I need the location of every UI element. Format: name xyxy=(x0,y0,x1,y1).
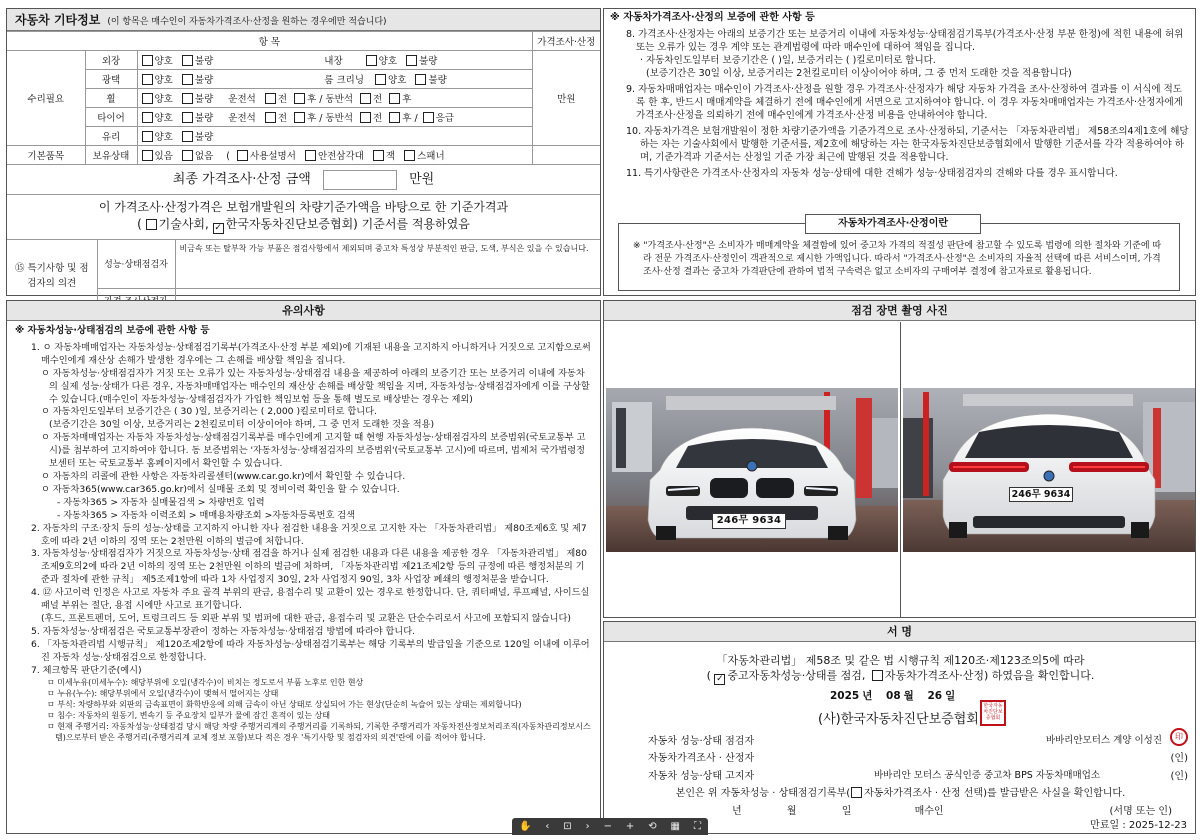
price-warranty-title: ※ 자동차가격조사·산정의 보증에 관한 사항 등 xyxy=(610,12,815,23)
note-1c2: (보증기간은 30일 이상, 보증거리는 2천킬로미터 이상이어야 하며, 그 중 먼저 도래한 것을 적용) xyxy=(49,419,435,431)
wheel-label: 휠 xyxy=(85,89,137,108)
rotate-icon[interactable]: ⟲ xyxy=(648,821,657,832)
final-price-row: 최종 가격조사·산정 금액 만원 xyxy=(7,165,600,195)
row2-value: (인) xyxy=(1170,753,1188,764)
row1-label: 자동차 성능·상태 점검자 xyxy=(648,736,755,747)
rear-license-plate: 246무 9634 xyxy=(1009,487,1073,502)
gloss-bad-checkbox[interactable] xyxy=(182,74,193,85)
notifier-row xyxy=(648,767,1188,781)
possession-label: 보유상태 xyxy=(85,146,137,165)
photos-panel xyxy=(603,300,1196,618)
wheel-pass-front-checkbox[interactable] xyxy=(360,93,371,104)
row3-value: 바바리안 모터스 공식인증 중고차 BPS 자동차매매업소 xyxy=(874,770,1101,781)
perf-inspector-opinion: 비금속 또는 탈부착 가능 부품은 점검사항에서 제외되며 중고차 특성상 부분적인 판금, 도색, 부식은 있을 수 있습니다. xyxy=(175,240,600,288)
note-4b: (후드, 프론트펜더, 도어, 트렁크리드 등 외판 부위 및 범퍼에 대한 판금, 용접수리 및 교환은 단순수리로서 사고에 포함되지 않습니다) xyxy=(41,612,572,624)
wheel-bad-checkbox[interactable] xyxy=(182,93,193,104)
confirm-line: ( ✓ 중고자동차성능·상태를 점검, 자동차가격조사·산정) 하였음을 확인합니다. xyxy=(706,669,1095,684)
triangle-checkbox[interactable] xyxy=(305,150,316,161)
exterior-bad-checkbox[interactable] xyxy=(182,55,193,66)
zoom-out-icon[interactable]: − xyxy=(603,821,612,832)
zoom-in-icon[interactable]: + xyxy=(625,821,635,832)
assoc-seal-icon: 한국자동차진단보증협회 xyxy=(980,700,1006,726)
gloss-good-checkbox[interactable] xyxy=(142,74,153,85)
note-2: 2. 자동차의 구조·장치 등의 성능·상태를 고지하지 아니한 자나 점검한 내용을 거짓으로 고지한 자는 「자동차관리법」 제80조제6호 및 제7호에 따라 2년 이하의 징역 또는 2천만원 이하의 벌금에 처합니다. xyxy=(31,522,587,547)
note-7d: ㅁ 침수: 자동차의 원동기, 변속기 등 주요장치 일부가 물에 잠긴 흔적이 있는 상태 xyxy=(47,711,331,721)
item-9: 9. 자동차매매업자는 매수인이 가격조사·산정을 원할 경우 가격조사·산정자가 해당 자동차 가격을 조사·산정하여 결과를 이 서식에 적도록 한 후, 반드시 매매계약을 체결하기 전에 매수인에게 서면으로 고지하여야 합니다. 이 경우 자동차매매업자는 가격조사·산정자에게 가격조사·산정을 의뢰하기 전에 매수인에게 가격조사·산정 비용을 안내하여야 합니다. xyxy=(626,84,1183,121)
note-7a: ㅁ 미세누유(미세누수): 해당부위에 오일(냉각수)이 비치는 정도로서 부품 노후로 인한 현상 xyxy=(47,678,364,688)
row3-seal: (인) xyxy=(1170,771,1188,782)
other-info-title: 자동차 기타정보 xyxy=(15,13,101,27)
definition-text: ※ "가격조사·산정"은 소비자가 매매계약을 체결함에 있어 중고차 가격의 적절성 판단에 참고할 수 있도록 법령에 의한 절차와 기준에 따라 전문 가격조사·산정인이 객관적으로 제시한 가액입니다. 따라서 "가격조사·산정"은 소비자의 자율적 선택에 따른 서비스이며, 가격조사·산정 결과는 중고차 가격판단에 관하여 법적 구속력은 없고 소비자의 구매여부 결정에 참고자료로 활용됩니다. xyxy=(633,241,1162,277)
inspector-row xyxy=(648,732,1188,746)
interior-good-checkbox[interactable] xyxy=(366,55,377,66)
notes-subtitle: ※ 자동차성능·상태점검의 보증에 관한 사항 등 xyxy=(15,325,210,336)
room-good-checkbox[interactable] xyxy=(375,74,386,85)
note-1e: ㅇ 자동차의 리콜에 관한 사항은 자동차리콜센터(www.car.go.kr)에서 확인할 수 있습니다. xyxy=(41,470,406,482)
tire-driver-front-checkbox[interactable] xyxy=(265,112,276,123)
law-line: 「자동차관리법」 제58조 및 같은 법 시행규칙 제120조·제123조의5에 따라 xyxy=(716,654,1085,667)
row1-value: 바바리안모터스 계양 이성진 xyxy=(1045,735,1162,746)
definition-box-title: 자동차가격조사·산정이란 xyxy=(805,214,981,234)
tech-society-checkbox[interactable] xyxy=(146,219,157,230)
tire-label: 타이어 xyxy=(85,108,137,127)
row2-label: 자동차가격조사 · 산정자 xyxy=(648,753,755,764)
note-7: 7. 체크항목 판단기준(예시) xyxy=(31,664,142,676)
note-4: 4. ⑫ 사고이력 인정은 사고로 자동차 주요 골격 부위의 판금, 용접수리 및 교환이 있는 경우로 한정합니다. 단, 쿼터패널, 루프패널, 사이드실패널 부위는 절단, 용접 시에만 사고로 표기합니다. xyxy=(31,587,590,612)
notes-panel xyxy=(6,300,601,834)
final-price-input[interactable] xyxy=(323,170,397,190)
repair-table: 항 목 가격조사·산정 수리필요 외장 양호 불량 내장 양호 불량 만원 광택 양호 불량 룸 크리닝 양호 불량 휠 양호 불량 운전석 전 후 / 동반석 전 후 타이어 양호 불량 운전석 전 후 / 동반석 전 후 / 응급 유리 양호 불량 기본품목 보유상태 있음 없음 ( 사용설명서 안전삼각대 잭 스패너 xyxy=(7,31,600,165)
tire-pass-front-checkbox[interactable] xyxy=(360,112,371,123)
room-clean-label: 룸 크리닝 xyxy=(324,75,365,86)
wheel-driver-rear-checkbox[interactable] xyxy=(294,93,305,104)
expiry-date: 만료일 : 2025-12-23 xyxy=(1090,820,1187,831)
receipt-price-checkbox[interactable] xyxy=(851,787,862,798)
signature-title: 서 명 xyxy=(604,622,1195,642)
fullscreen-icon[interactable]: ⛶ xyxy=(693,821,701,832)
note-1d: ㅇ 자동차매매업자는 자동차 자동차성능·상태점검기록부를 매수인에게 고지할 때 현행 자동차성능·상태점검자의 보증범위(국토교통부 고시)를 첨부하여 고지하여야 합니다. 동 보증범위는 '자동차성능·상태점검자의 보증범위'(국토교통부 고시)에 따르며, 법제처 국가법령정보센터 또는 국토교통부 홈페이지에서 확인할 수 있습니다. xyxy=(41,432,586,470)
spanner-checkbox[interactable] xyxy=(404,150,415,161)
perf-inspector-label: 성능·상태점검자 xyxy=(97,240,175,288)
used-car-check-checkbox[interactable]: ✓ xyxy=(716,674,724,684)
note-7c: ㅁ 부식: 차량하부와 외판의 금속표면이 화학반응에 의해 금속이 아닌 상태로 상실되어 가는 현상(단순히 녹슬어 있는 상태는 제외합니다) xyxy=(47,700,522,710)
have-checkbox[interactable] xyxy=(142,150,153,161)
note-3: 3. 자동차성능·상태점검자가 거짓으로 자동차성능·상태 점검을 하거나 실제 점검한 내용과 다른 내용을 제공한 경우 「자동차관리법」 제80조제9호의2에 따라 2년 이하의 징역 또는 2천만원 이하의 벌금에 처하며, 「자동차관리법 제21조제2항 등의 규정에 따른 행정처분의 기준과 절차에 관한 규칙」 제5조제1항에 따라 1차 사업정지 30일, 2차 사업정지 90일, 3차 사업장 폐쇄의 행정처분을 받습니다. xyxy=(31,548,587,586)
special-label: ⑮ 특기사항 및 점검자의 의견 xyxy=(7,240,97,312)
basic-items-label: 기본품목 xyxy=(7,146,85,165)
item-8-sub2: (보증기간은 30일 이상, 보증거리는 2천킬로미터 이상이어야 하며, 그 중 먼저 도래한 것을 적용합니다) xyxy=(646,68,1072,79)
note-7b: ㅁ 누유(누수): 해당부위에서 오일(냉각수)이 맺혀서 떨어지는 상태 xyxy=(47,689,279,699)
definition-box xyxy=(618,218,1180,291)
exterior-label: 외장 xyxy=(85,51,137,70)
interior-bad-checkbox[interactable] xyxy=(406,55,417,66)
note-7e: ㅁ 현재 주행거리: 자동차성능·상태점검 당시 해당 차량 주행거리계의 주행거리를 기록하되, 기록한 주행거리가 자동차전산정보처리조직(자동차관리정보시스템)으로부터 받은 주행거리(주행거리계 교체 정보 포함)보다 적은 경우 '특기사항 및 점검자의 의견'란에 이를 적어야 합니다. xyxy=(47,722,591,743)
car-rear-image xyxy=(903,388,1195,552)
prev-page-icon[interactable]: ‹ xyxy=(545,821,550,832)
wheel-good-checkbox[interactable] xyxy=(142,93,153,104)
note-1c: ㅇ 자동차인도일부터 보증기간은 ( 30 )일, 보증거리는 ( 2,000 )킬로미터로 합니다. xyxy=(41,406,377,418)
thumbnails-icon[interactable]: ▦ xyxy=(670,821,680,832)
note-1b: ㅇ 자동차성능·상태점검자가 거짓 또는 오류가 있는 자동차성능·상태점검 내용을 제공하여 아래의 보증기간 또는 보증거리 이내에 자동차의 실제 성능·상태가 다른 경우, 자동차매매업자는 매수인의 재산상 손해를 배상할 책임을 지며, 자동차성능·상태점검자에게 이를 구상할 수 있습니다.(매수인이 자동차성능·상태점검자가 가입한 책임보험 등을 통해 별도로 배상받는 경우는 제외) xyxy=(41,367,590,405)
buyer-sign: (서명 또는 인) xyxy=(1109,806,1172,817)
row3-label: 자동차 성능·상태 고지자 xyxy=(648,771,755,782)
signature-panel xyxy=(518,621,1196,834)
receipt-line: 본인은 위 자동차성능 · 상태점검기록부( 자동차가격조사 · 산정 선택)를 발급받은 사실을 확인합니다. xyxy=(675,788,1126,799)
note-6: 6. 「자동차관리법 시행규칙」 제120조제2항에 따라 자동차성능·상태점검기록부는 해당 기록부의 발급일을 기준으로 120일 이내에 이루어진 자동차 성능·상태점검으로 한정합니다. xyxy=(31,638,590,663)
hand-tool-icon[interactable]: ✋ xyxy=(518,821,532,832)
item-10: 10. 자동차가격은 보험개발원이 정한 차량기준가액을 기준가격으로 조사·산정하되, 기준서는 「자동차관리법」 제58조의4제1호에 해당하는 자는 기술사회에서 발행한 기준서를, 제2호에 해당하는 자는 한국자동차진단보증협회에서 발행한 기준서를 각각 적용하여야 하며, 기준가격과 기준서는 산정일 기준 가장 최근에 발행된 것을 적용합니다. xyxy=(626,126,1189,163)
tire-bad-checkbox[interactable] xyxy=(182,112,193,123)
none-checkbox[interactable] xyxy=(182,150,193,161)
viewer-toolbar xyxy=(512,818,708,835)
photo-divider xyxy=(900,322,901,618)
interior-label: 내장 xyxy=(324,56,343,67)
item-8-sub1: · 자동차인도일부터 보증기간은 ( )일, 보증거리는 ( )킬로미터로 합니다. xyxy=(640,55,936,66)
photos-title: 점검 장면 촬영 사진 xyxy=(604,301,1195,321)
price-warranty-panel xyxy=(603,8,1196,296)
buyer-row: 년 월 일 매수인 (서명 또는 인) xyxy=(732,802,1192,817)
tire-driver-rear-checkbox[interactable] xyxy=(294,112,305,123)
assoc-checkbox[interactable]: ✓ xyxy=(214,223,222,233)
note-1f2: - 자동차365 > 자동차 이력조회 > 매매용차량조회 >자동차등록번호 검색 xyxy=(57,509,356,521)
item-11: 11. 특기사항란은 가격조사·산정자의 자동차 성능·상태에 대한 견해가 성능·상태점검자의 견해와 다를 경우 표시합니다. xyxy=(626,168,1118,179)
price-inspector-row xyxy=(648,749,1188,763)
manual-checkbox[interactable] xyxy=(237,150,248,161)
glass-label: 유리 xyxy=(85,127,137,146)
col-price-header: 가격조사·산정 xyxy=(532,32,600,51)
car-front-photo[interactable] xyxy=(606,388,898,552)
next-page-icon[interactable]: › xyxy=(585,821,590,832)
note-1f: ㅇ 자동차365(www.car365.go.kr)에서 실매물 조회 및 정비이력 확인을 할 수 있습니다. xyxy=(41,483,400,495)
tire-emergency-checkbox[interactable] xyxy=(423,112,434,123)
notes-title: 유의사항 xyxy=(7,301,600,321)
other-info-panel xyxy=(6,8,601,296)
tire-pass-rear-checkbox[interactable] xyxy=(389,112,400,123)
sign-date: 2025 년 08 월 26 일 xyxy=(830,690,956,702)
price-unit: 만원 xyxy=(532,51,600,146)
standard-statement: 이 가격조사·산정가격은 보험개발원의 차량기준가액을 바탕으로 한 기준가격과 ( 기술사회, ✓ 한국자동차진단보증협회) 기준서를 적용하였음 xyxy=(7,195,600,240)
note-1: 1. ㅇ 자동차매매업자는 자동차성능·상태점검기록부(가격조사·산정 부분 제외)에 기재된 내용을 고지하지 아니하거나 거짓으로 고지함으로써 매수인에게 재산상 손해가 발생한 경우에는 그 손해를 배상할 책임을 집니다. xyxy=(31,341,591,366)
col-item-header: 항 목 xyxy=(7,32,532,51)
jack-checkbox[interactable] xyxy=(373,150,384,161)
front-license-plate: 246무 9634 xyxy=(712,513,786,529)
issuing-org: (사)한국자동차진단보증협회 xyxy=(818,712,979,727)
car-rear-photo[interactable] xyxy=(903,388,1195,552)
wheel-pass-rear-checkbox[interactable] xyxy=(389,93,400,104)
inspector-seal-icon: 印 xyxy=(1170,728,1188,746)
tire-good-checkbox[interactable] xyxy=(142,112,153,123)
item-8: 8. 가격조사·산정자는 아래의 보증기간 또는 보증거리 이내에 자동차성능·상태점검기록부(가격조사·산정 부분 한정)에 적힌 내용에 허위 또는 오류가 있는 경우 계약 또는 관계법령에 따라 매수인에 대하여 책임을 집니다. xyxy=(626,29,1184,53)
repair-label: 수리필요 xyxy=(7,51,85,146)
note-1f1: - 자동차365 > 자동차 실매물검색 > 차량번호 입력 xyxy=(57,496,265,508)
price-check-checkbox[interactable] xyxy=(872,670,883,681)
glass-good-checkbox[interactable] xyxy=(142,131,153,142)
glass-bad-checkbox[interactable] xyxy=(182,131,193,142)
room-bad-checkbox[interactable] xyxy=(415,74,426,85)
exterior-good-checkbox[interactable] xyxy=(142,55,153,66)
other-info-header xyxy=(7,9,600,31)
note-5: 5. 자동차성능·상태점검은 국토교통부장관이 정하는 자동차성능·상태점검 방법에 따라야 합니다. xyxy=(31,625,416,637)
wheel-driver-front-checkbox[interactable] xyxy=(265,93,276,104)
gloss-label: 광택 xyxy=(85,70,137,89)
fit-page-icon[interactable]: ⊡ xyxy=(563,821,572,832)
other-info-note: (이 항목은 매수인이 자동차가격조사·산정을 원하는 경우에만 적습니다) xyxy=(107,17,387,27)
